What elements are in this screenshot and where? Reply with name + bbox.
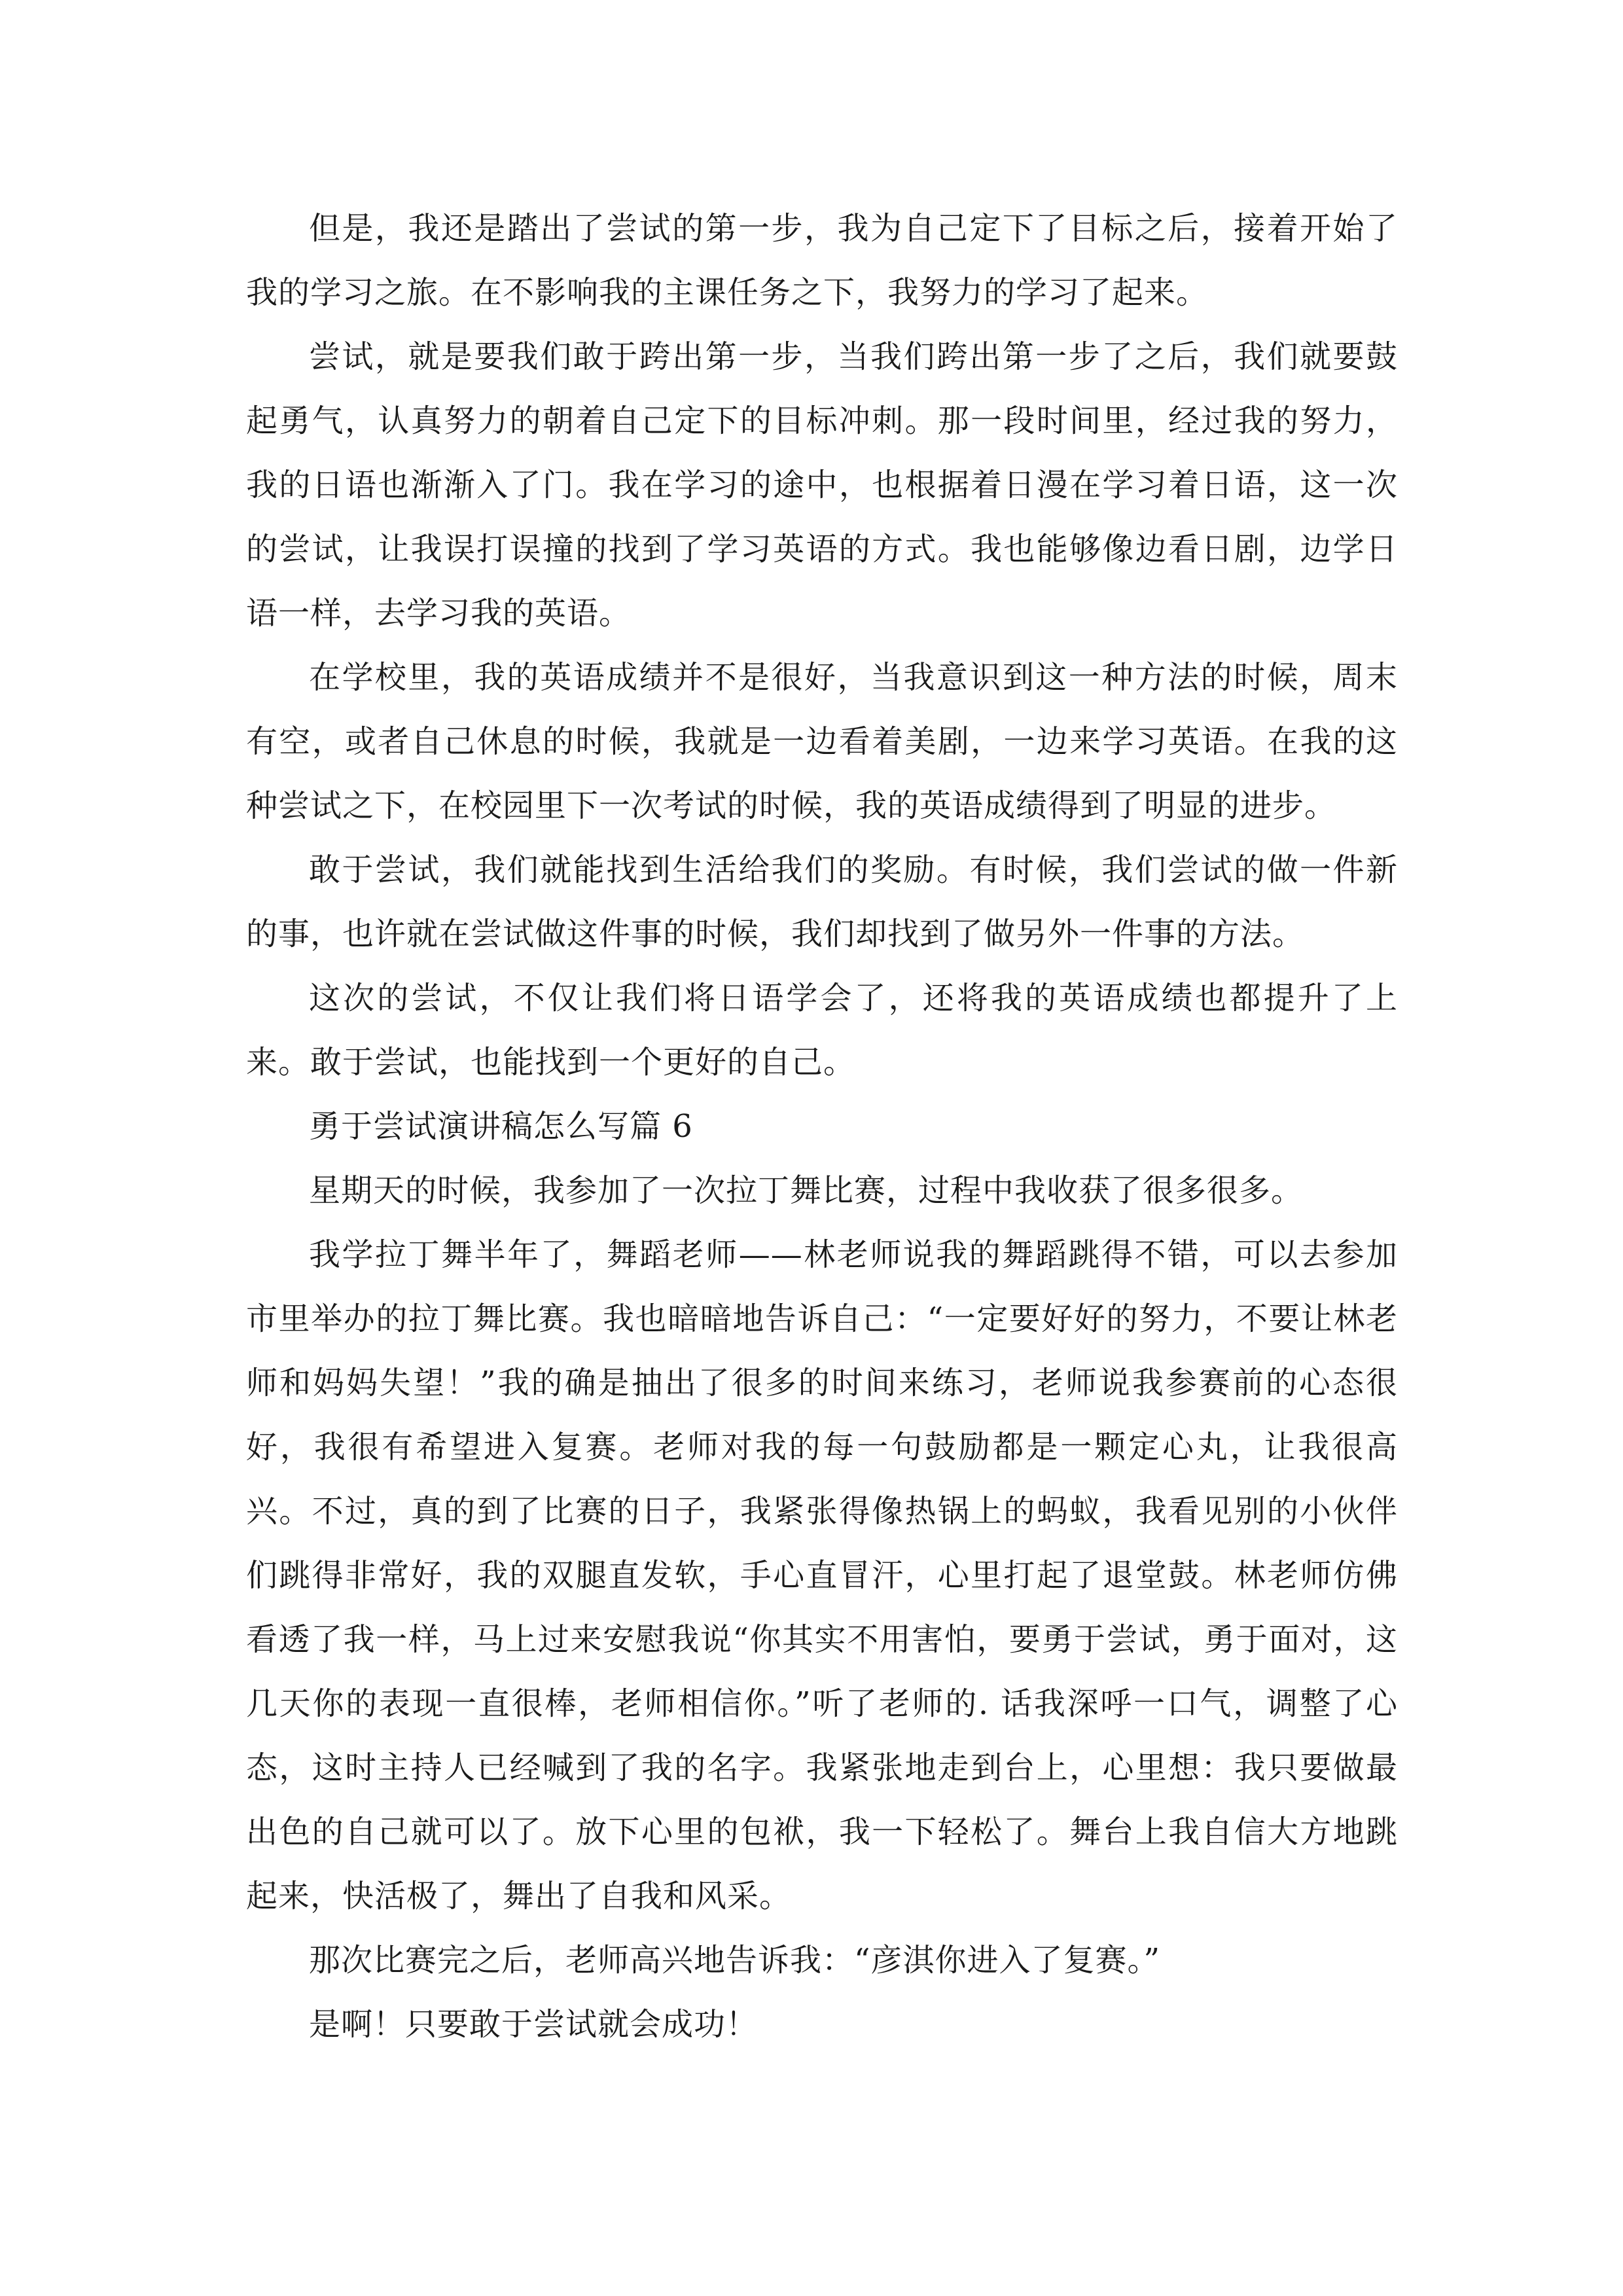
paragraph: 尝试，就是要我们敢于跨出第一步，当我们跨出第一步了之后，我们就要鼓起勇气，认真努力的朝着自己定下的目标冲刺。那一段时间里，经过我的努力，我的日语也渐渐入了门。我在学习的途中，也根据着日漫在学习着日语，这一次的尝试，让我误打误撞的找到了学习英语的方式。我也能够像边看日剧，边学日语一样，去学习我的英语。 bbox=[246, 338, 1398, 632]
section-heading: 勇于尝试演讲稿怎么写篇 6 bbox=[309, 1108, 693, 1145]
paragraph: 在学校里，我的英语成绩并不是很好，当我意识到这一种方法的时候，周末有空，或者自己休息的时候，我就是一边看着美剧，一边来学习英语。在我的这种尝试之下，在校园里下一次考试的时候，我的英语成绩得到了明显的进步。 bbox=[246, 659, 1398, 824]
paragraph: 星期天的时候，我参加了一次拉丁舞比赛，过程中我收获了很多很多。 bbox=[309, 1172, 1304, 1209]
paragraph: 是啊！只要敢于尝试就会成功！ bbox=[309, 2006, 758, 2043]
paragraph: 敢于尝试，我们就能找到生活给我们的奖励。有时候，我们尝试的做一件新的事，也许就在尝试做这件事的时候，我们却找到了做另外一件事的方法。 bbox=[246, 852, 1398, 952]
paragraph: 这次的尝试，不仅让我们将日语学会了，还将我的英语成绩也都提升了上来。敢于尝试，也能找到一个更好的自己。 bbox=[246, 980, 1398, 1081]
paragraph: 但是，我还是踏出了尝试的第一步，我为自己定下了目标之后，接着开始了我的学习之旅。在不影响我的主课任务之下，我努力的学习了起来。 bbox=[246, 210, 1398, 311]
paragraph: 那次比赛完之后，老师高兴地告诉我：“彦淇你进入了复赛。” bbox=[309, 1942, 1161, 1979]
paragraph: 我学拉丁舞半年了，舞蹈老师——林老师说我的舞蹈跳得不错，可以去参加市里举办的拉丁舞比赛。我也暗暗地告诉自己：“一定要好好的努力，不要让林老师和妈妈失望！”我的确是抽出了很多的时间来练习，老师说我参赛前的心态很好，我很有希望进入复赛。老师对我的每一句鼓励都是一颗定心丸，让我很高兴。不过，真的到了比赛的日子，我紧张得像热锅上的蚂蚁，我看见别的小伙伴们跳得非常好，我的双腿直发软，手心直冒汗，心里打起了退堂鼓。林老师仿佛看透了我一样，马上过来安慰我说“你其实不用害怕，要勇于尝试，勇于面对，这几天你的表现一直很棒，老师相信你。”听了老师的. 话我深呼一口气，调整了心态，这时主持人已经喊到了我的名字。我紧张地走到台上，心里想：我只要做最出色的自己就可以了。放下心里的包袱，我一下轻松了。舞台上我自信大方地跳起来，快活极了，舞出了自我和风采。 bbox=[246, 1236, 1398, 1914]
document-body bbox=[246, 196, 1398, 2056]
